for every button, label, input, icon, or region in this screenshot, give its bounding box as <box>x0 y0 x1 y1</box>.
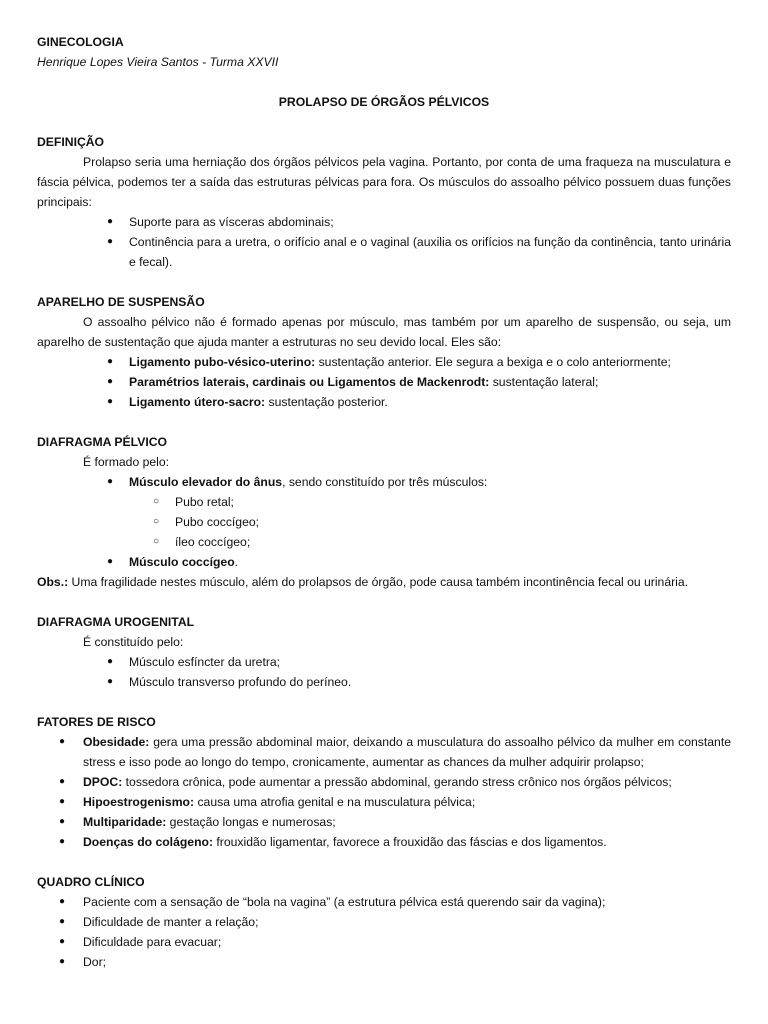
list-item: ● Músculo transverso profundo do períneo. <box>37 672 731 692</box>
list-item <box>37 372 731 392</box>
term: Hipoestrogenismo: <box>83 795 195 809</box>
term: Músculo coccígeo <box>129 555 235 569</box>
section-heading-diafragma-urogenital: DIAFRAGMA UROGENITAL <box>37 615 195 629</box>
term: Ligamento útero-sacro: <box>129 395 266 409</box>
definicao-paragraph: Prolapso seria uma herniação dos órgãos pélvicos pela vagina. Portanto, por conta de uma fraqueza na musculatura e fáscia pélvica, podemos ter a saída das estruturas pélvicas para fora. Os músculos do assoalho pélvico possuem duas funções principais: <box>37 155 731 209</box>
list-item <box>37 392 731 412</box>
term-description: . <box>234 555 239 569</box>
list-item <box>37 352 731 372</box>
list-item <box>37 812 731 832</box>
diafragma-urogenital-list <box>37 652 731 692</box>
list-item <box>37 792 731 812</box>
sub-list-item: ○ Pubo retal; <box>37 492 731 512</box>
quadro-list <box>37 892 731 972</box>
document-page <box>37 32 731 972</box>
list-item <box>37 832 731 852</box>
sub-list-item: ○ íleo coccígeo; <box>37 532 731 552</box>
list-item: ● Paciente com a sensação de “bola na vagina” (a estrutura pélvica está querendo sair da vagina); <box>37 892 731 912</box>
list-item: ● Dificuldade para evacuar; <box>37 932 731 952</box>
section-heading-diafragma-pelvico: DIAFRAGMA PÉLVICO <box>37 435 167 449</box>
diafragma-urogenital-intro: É constituído pelo: <box>83 635 184 649</box>
term: Multiparidade: <box>83 815 167 829</box>
diafragma-pelvico-intro: É formado pelo: <box>83 455 170 469</box>
list-item: ● Suporte para as vísceras abdominais; <box>37 212 731 232</box>
term: Músculo elevador do ânus <box>129 475 283 489</box>
term: DPOC: <box>83 775 123 789</box>
section-heading-quadro: QUADRO CLÍNICO <box>37 875 145 889</box>
list-item <box>37 472 731 492</box>
section-heading-definicao: DEFINIÇÃO <box>37 135 105 149</box>
term: Doenças do colágeno: <box>83 835 214 849</box>
observation <box>37 572 731 592</box>
term-description: sustentação lateral; <box>489 375 599 389</box>
list-item <box>37 552 731 572</box>
aparelho-paragraph: O assoalho pélvico não é formado apenas por músculo, mas também por um aparelho de suspensão, ou seja, um aparelho de sustentação que ajuda manter a estruturas no seu devido local. Eles são: <box>37 315 731 349</box>
aparelho-list <box>37 352 731 412</box>
term-description: tossedora crônica, pode aumentar a pressão abdominal, gerando stress crônico nos órgãos pélvicos; <box>122 775 672 789</box>
diafragma-pelvico-list-2 <box>37 552 731 572</box>
list-item: ● Músculo esfíncter da uretra; <box>37 652 731 672</box>
course-title: GINECOLOGIA <box>37 35 124 49</box>
term: Ligamento pubo-vésico-uterino: <box>129 355 316 369</box>
fatores-list <box>37 732 731 852</box>
obs-text: Uma fragilidade nestes músculo, além do prolapsos de órgão, pode causa também incontinência fecal ou urinária. <box>68 575 689 589</box>
term-description: gestação longas e numerosas; <box>166 815 336 829</box>
list-item <box>37 772 731 792</box>
list-item <box>37 732 731 772</box>
term-description: sustentação anterior. Ele segura a bexiga e o colo anteriormente; <box>315 355 671 369</box>
section-heading-fatores: FATORES DE RISCO <box>37 715 156 729</box>
term: Paramétrios laterais, cardinais ou Ligamentos de Mackenrodt: <box>129 375 490 389</box>
sub-list-item: ○ Pubo coccígeo; <box>37 512 731 532</box>
section-heading-aparelho: APARELHO DE SUSPENSÃO <box>37 295 205 309</box>
diafragma-pelvico-list <box>37 472 731 492</box>
obs-label: Obs.: <box>37 575 69 589</box>
page-title: PROLAPSO DE ÓRGÃOS PÉLVICOS <box>278 95 490 109</box>
term-description: frouxidão ligamentar, favorece a frouxidão das fáscias e dos ligamentos. <box>213 835 607 849</box>
list-item: ● Continência para a uretra, o orifício anal e o vaginal (auxilia os orifícios na função da continência, tanto urinária e fecal). <box>37 232 731 272</box>
term-description: causa uma atrofia genital e na musculatura pélvica; <box>194 795 476 809</box>
term: Obesidade: <box>83 735 150 749</box>
term-description: gera uma pressão abdominal maior, deixando a musculatura do assoalho pélvico da mulher em constante stress e isso pode ao longo do tempo, cronicamente, aumentar as chances da mulher adquirir prolapso; <box>83 735 731 769</box>
term-description: sustentação posterior. <box>265 395 388 409</box>
author-line: Henrique Lopes Vieira Santos - Turma XXVII <box>37 55 279 69</box>
list-item: ● Dor; <box>37 952 731 972</box>
list-item: ● Dificuldade de manter a relação; <box>37 912 731 932</box>
diafragma-pelvico-sublist <box>37 492 731 552</box>
definicao-list <box>37 212 731 272</box>
term-description: , sendo constituído por três músculos: <box>282 475 488 489</box>
